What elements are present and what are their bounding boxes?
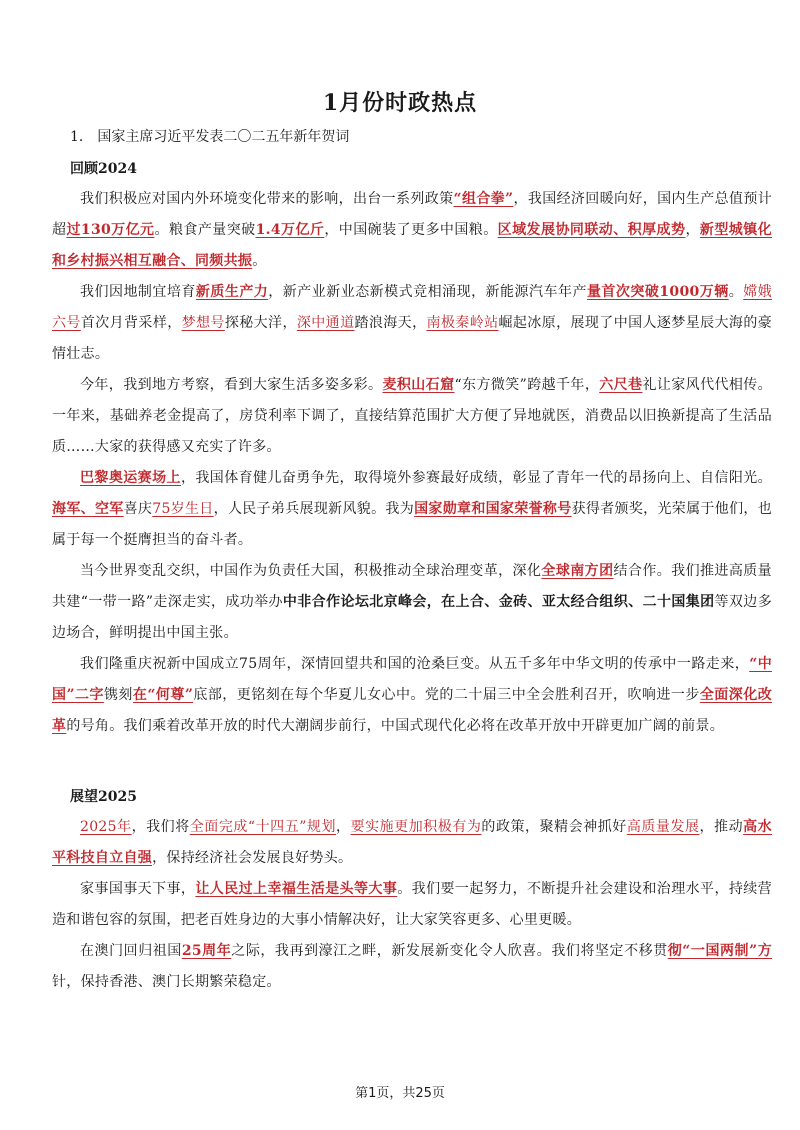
- paragraph: [52, 184, 772, 277]
- item-heading: 1． 国家主席习近平发表二〇二五年新年贺词: [70, 129, 350, 145]
- paragraph: [52, 812, 772, 874]
- body-text-review: [52, 184, 772, 742]
- text-run: 在澳门回归祖国: [80, 943, 182, 959]
- paragraph: [52, 649, 772, 742]
- text-run: 针，保持香港、澳门长期繁荣稳定。: [52, 974, 281, 990]
- text-run: 今年，我到地方考察，看到大家生活多姿多彩。: [80, 377, 383, 393]
- highlighted-term: 中非合作论坛北京峰会，在上合、金砖、亚太经合组织、二十国集团: [282, 594, 715, 610]
- highlighted-term: 过130万亿元: [66, 222, 155, 238]
- highlighted-term: 深中通道: [296, 315, 355, 331]
- highlighted-term: 量首次突破1000万辆: [586, 284, 729, 300]
- text-run: 等双边多边场合，鲜明提出中国主张。: [52, 594, 772, 641]
- section-heading-outlook: 展望2025: [70, 789, 137, 805]
- text-run: “东方微笑”跨越千年，: [454, 377, 600, 393]
- paragraph: [52, 463, 772, 556]
- text-run: 。我们要一起努力，不断提升社会建设和治理水平，持续营造和谐包容的氛围，把老百姓身边的大事小情解决好，让大家笑容更多、心里更暖。: [52, 881, 772, 928]
- text-run: ，: [685, 222, 700, 238]
- highlighted-term: 六尺巷: [599, 377, 643, 393]
- highlighted-term: 新型城镇化和乡村振兴相互融合、同频共振: [52, 222, 772, 269]
- text-run: 的政策，聚精会神抓好: [481, 819, 627, 835]
- section-heading-review: 回顾2024: [70, 161, 137, 177]
- text-run: 结合作。我们推进高质量共建“一带一路”走深走实，成功举办: [52, 563, 772, 610]
- text-run: 底部，更铭刻在每个华夏儿女心中。党的二十届三中全会胜利召开，吹响进一步: [193, 687, 700, 703]
- text-run: 。: [728, 284, 744, 300]
- highlighted-term: 彻“一国两制”方: [667, 943, 772, 959]
- paragraph: [52, 277, 772, 370]
- body-text-outlook: [52, 812, 772, 998]
- highlighted-term: 梦想号: [181, 315, 225, 331]
- text-run: 探秘大洋，: [224, 315, 297, 331]
- text-run: 我们积极应对国内外环境变化带来的影响，出台一系列政策: [80, 191, 454, 207]
- text-run: ，推动: [699, 819, 744, 835]
- text-run: ，保持经济社会发展良好势头。: [152, 850, 353, 866]
- highlighted-term: “组合拳”: [453, 191, 514, 207]
- highlighted-term: 全球南方团: [541, 563, 614, 579]
- text-run: 获得者颁奖，光荣属于他们，也属于每一个挺膺担当的奋斗者。: [52, 501, 773, 548]
- text-run: ，我们将: [131, 819, 190, 835]
- text-run: ，中国碗装了更多中国粮。: [324, 222, 498, 238]
- text-run: 喜庆: [123, 501, 153, 517]
- highlighted-term: 2025年: [80, 819, 132, 835]
- text-run: 崛起冰原，展现了中国人逐梦星辰大海的豪情壮志。: [52, 315, 773, 362]
- paragraph: [52, 936, 772, 998]
- text-run: 我们隆重庆祝新中国成立75周年，深情回望共和国的沧桑巨变。从五千多年中华文明的传承中一路走来，: [80, 656, 750, 672]
- highlighted-term: “中国”二字: [52, 656, 772, 703]
- text-run: 家事国事天下事，: [80, 881, 196, 897]
- text-run: 踏浪海天，: [354, 315, 427, 331]
- highlighted-term: 巴黎奥运赛场上: [80, 470, 181, 486]
- text-run: 。粮食产量突破: [154, 222, 256, 238]
- text-run: 镌刻: [103, 687, 133, 703]
- highlighted-term: 高质量发展: [626, 819, 700, 835]
- paragraph: [52, 874, 772, 936]
- text-run: 。: [252, 253, 267, 269]
- paragraph: [52, 370, 772, 463]
- highlighted-term: 全面完成“十四五”规划: [189, 819, 337, 835]
- text-run: 之际，我再到濠江之畔，新发展新变化令人欣喜。我们将坚定不移贯: [231, 943, 668, 959]
- highlighted-term: 高水平科技自立自强: [52, 819, 772, 866]
- highlighted-term: 让人民过上幸福生活是头等大事: [195, 881, 398, 897]
- highlighted-term: 全面深化改革: [52, 687, 773, 734]
- text-run: 当今世界变乱交织，中国作为负责任大国，积极推动全球治理变革，深化: [80, 563, 542, 579]
- highlighted-term: 嫦娥六号: [52, 284, 772, 331]
- text-run: ，我国经济回暖向好，国内生产总值预计超: [52, 191, 772, 238]
- highlighted-term: 要实施更加积极有为: [350, 819, 482, 835]
- highlighted-term: 新质生产力: [195, 284, 269, 300]
- highlighted-term: 1.4万亿斤: [255, 222, 325, 238]
- page-title: 1月份时政热点: [322, 90, 478, 116]
- paragraph: [52, 556, 772, 649]
- text-run: ，新产业新业态新模式竞相涌现，新能源汽车年产: [268, 284, 587, 300]
- page-footer: 第1页，共25页: [355, 1086, 445, 1101]
- text-run: 的号角。我们乘着改革开放的时代大潮阔步前行，中国式现代化必将在改革开放中开辟更加广阔的前景。: [66, 718, 725, 734]
- text-run: 礼让家风代代相传。一年来，基础养老金提高了，房贷利率下调了，直接结算范围扩大方便了异地就医，消费品以旧换新提高了生活品质……大家的获得感又充实了许多。: [52, 377, 772, 455]
- highlighted-term: 海军、空军: [52, 501, 124, 517]
- text-run: ，: [336, 819, 351, 835]
- highlighted-term: 麦积山石窟: [382, 377, 455, 393]
- text-run: ，人民子弟兵展现新风貌。我为: [213, 501, 415, 517]
- text-run: 首次月背采样，: [80, 315, 182, 331]
- highlighted-term: 75岁生日: [152, 501, 214, 517]
- highlighted-term: 区域发展协同联动、积厚成势: [497, 222, 686, 238]
- highlighted-term: 国家勋章和国家荣誉称号: [414, 501, 572, 517]
- text-run: 我们因地制宜培育: [80, 284, 196, 300]
- text-run: ，我国体育健儿奋勇争先，取得境外参赛最好成绩，彰显了青年一代的昂扬向上、自信阳光。: [180, 470, 772, 486]
- highlighted-term: 南极秦岭站: [426, 315, 499, 331]
- highlighted-term: 在“何尊”: [132, 687, 194, 703]
- highlighted-term: 25周年: [181, 943, 232, 959]
